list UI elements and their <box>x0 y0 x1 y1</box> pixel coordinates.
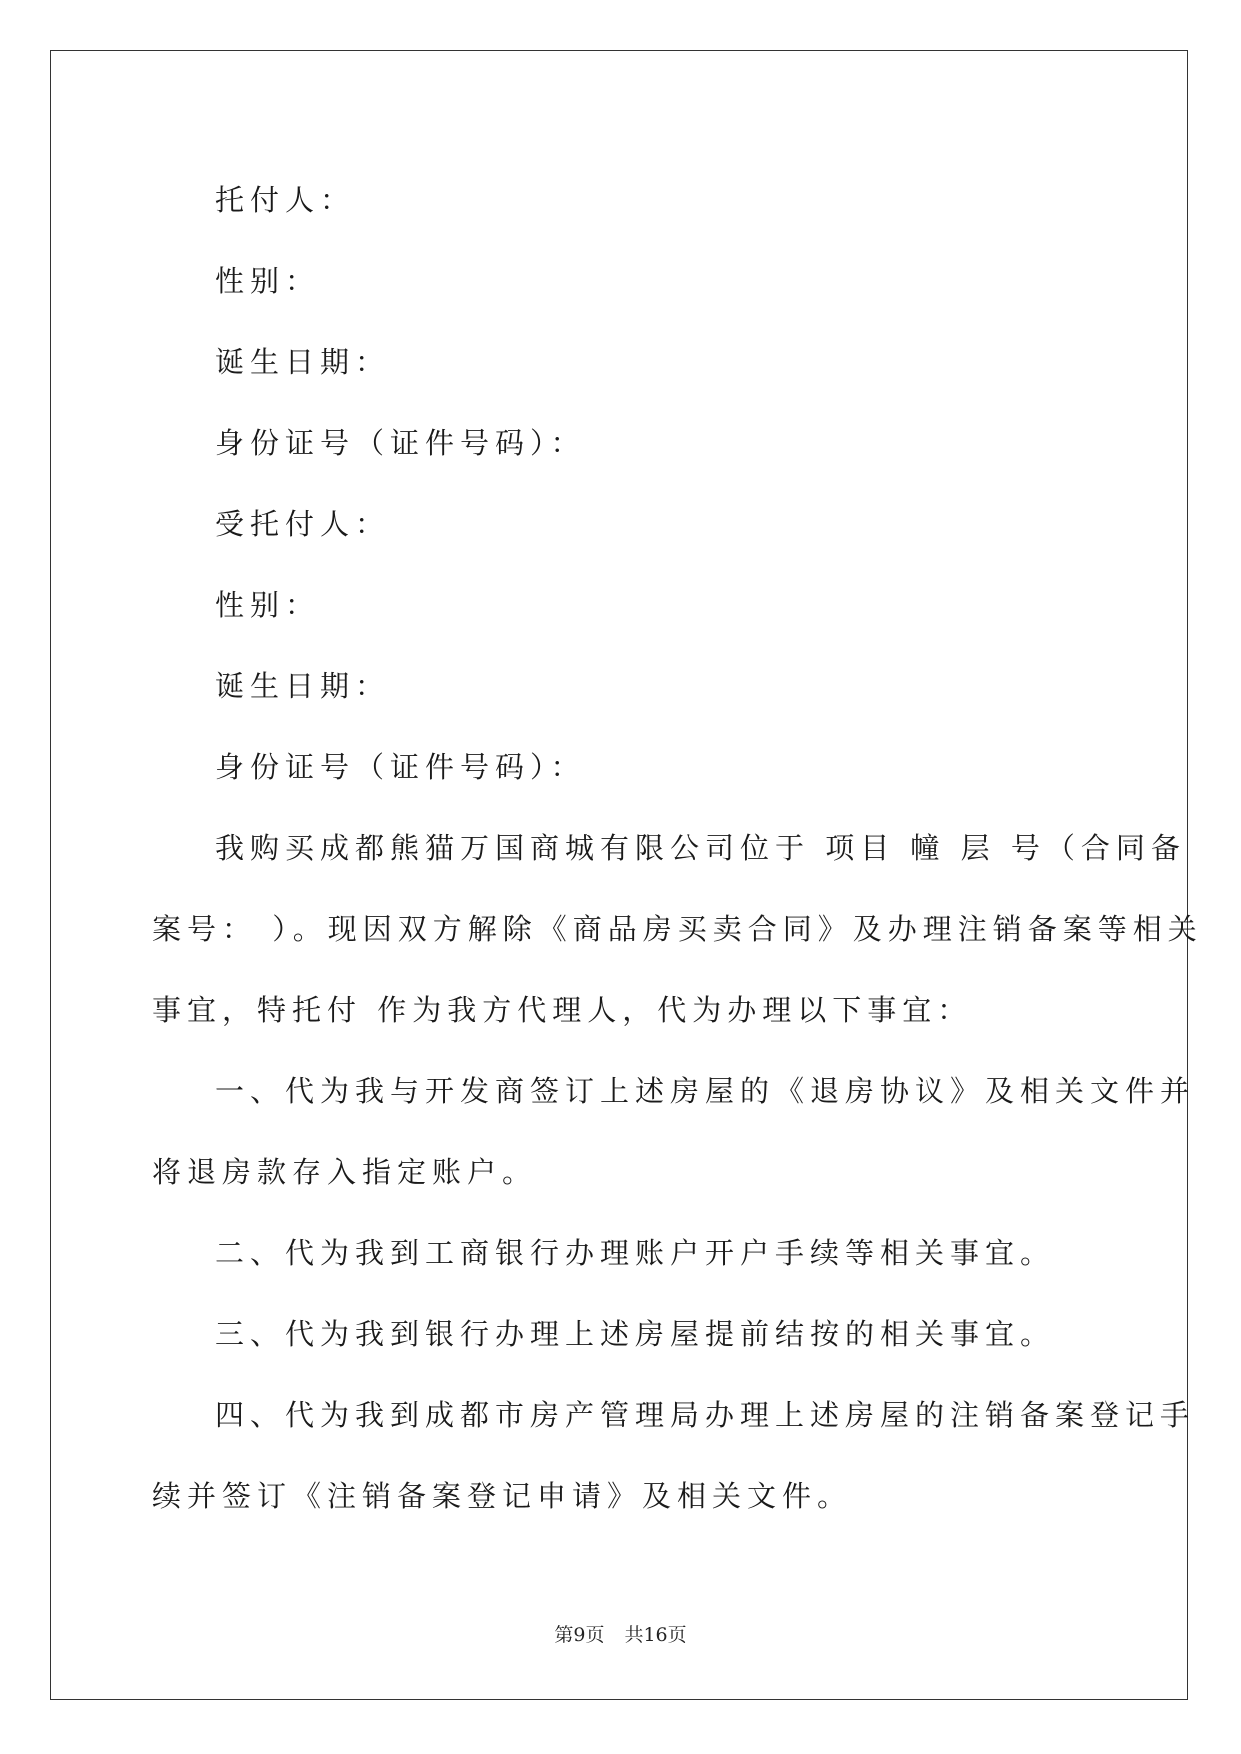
text-line: 诞生日期： <box>215 669 391 703</box>
text-line: 四、代为我到成都市房产管理局办理上述房屋的注销备案登记手 <box>215 1398 1196 1432</box>
text-line: 事宜，特托付 作为我方代理人，代为办理以下事宜： <box>152 993 973 1027</box>
page-footer <box>0 1620 1241 1647</box>
text-line: 案号： ）。现因双方解除《商品房买卖合同》及办理注销备案等相关 <box>152 912 1203 946</box>
text-line: 一、代为我与开发商签订上述房屋的《退房协议》及相关文件并 <box>215 1074 1196 1108</box>
text-line: 身份证号（证件号码）： <box>215 750 586 784</box>
text-line: 托付人： <box>215 183 356 217</box>
page-number: 第9页 <box>554 1624 605 1646</box>
text-line: 续并签订《注销备案登记申请》及相关文件。 <box>152 1479 853 1513</box>
text-line: 将退房款存入指定账户。 <box>152 1155 538 1189</box>
text-line: 我购买成都熊猫万国商城有限公司位于 项目 幢 层 号（合同备 <box>215 831 1186 865</box>
text-line: 二、代为我到工商银行办理账户开户手续等相关事宜。 <box>215 1236 1056 1270</box>
page-total: 共16页 <box>624 1624 687 1646</box>
document-body <box>152 160 1203 1537</box>
text-line: 性别： <box>215 588 321 622</box>
text-line: 受托付人： <box>215 507 391 541</box>
text-line: 身份证号（证件号码）： <box>215 426 586 460</box>
text-line: 性别： <box>215 264 321 298</box>
text-line: 诞生日期： <box>215 345 391 379</box>
text-line: 三、代为我到银行办理上述房屋提前结按的相关事宜。 <box>215 1317 1056 1351</box>
